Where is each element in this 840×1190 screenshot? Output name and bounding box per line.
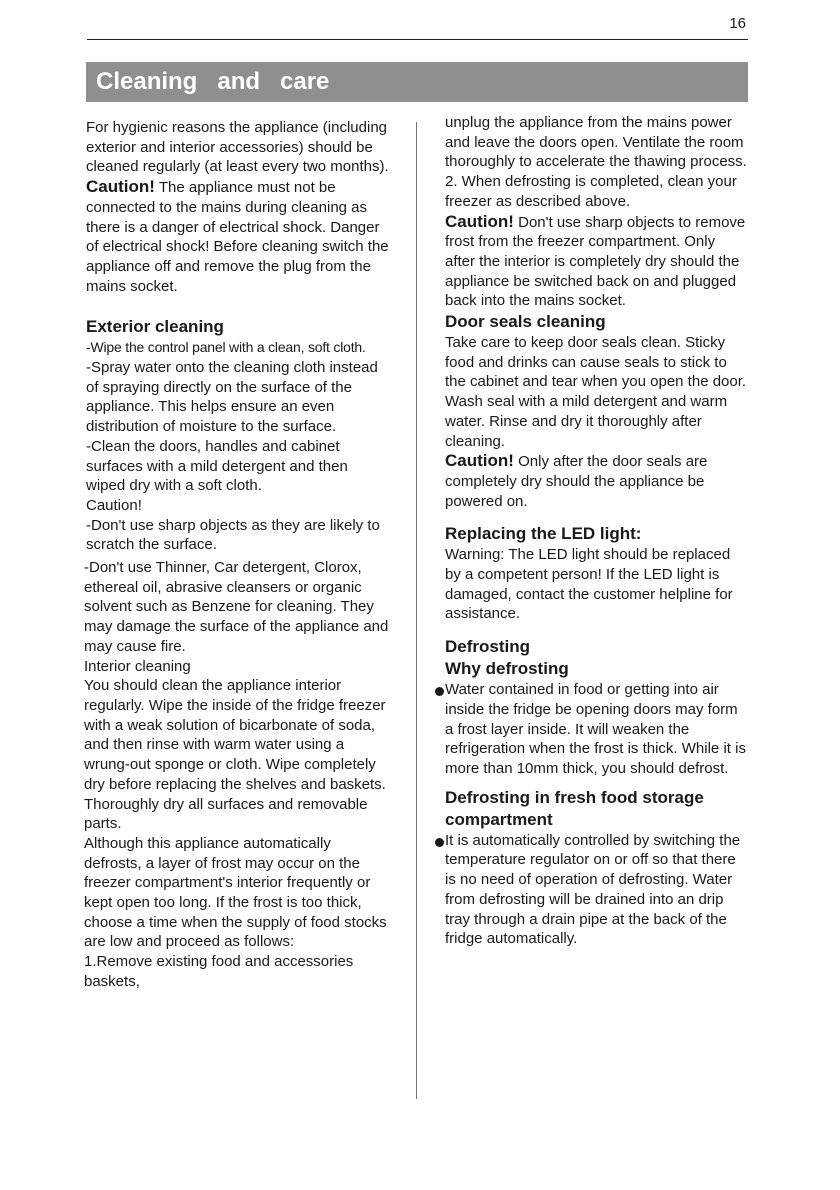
right-column <box>445 113 748 949</box>
exterior-item-sharp-objects: -Don't use sharp objects as they are likely to scratch the surface. <box>86 516 380 554</box>
led-light-heading: Replacing the LED light: <box>445 524 642 544</box>
step-clean-freezer: 2. When defrosting is completed, clean your freezer as described above. <box>445 173 737 210</box>
exterior-cleaning-heading: Exterior cleaning <box>86 317 224 337</box>
led-light-paragraph: Warning: The LED light should be replaced by a competent person! If the LED light is damaged, contact the customer helpline for assistance. <box>445 546 733 623</box>
door-seals-heading: Door seals cleaning <box>445 312 606 332</box>
caution-paragraph <box>86 177 391 296</box>
why-defrosting-heading: Why defrosting <box>445 659 569 679</box>
bullet-dot-icon <box>435 687 444 696</box>
door-seals-paragraph: Take care to keep door seals clean. Sticky food and drinks can cause seals to stick to the cabinet and tear when you open the door. Wash seal with a mild detergent and warm water. Rinse and dry it thoroughly after cleaning. <box>445 334 747 450</box>
why-defrosting-text: Water contained in food or getting into air inside the fridge be opening doors may form a frost layer inside. It will weaken the refrigeration when the frost is thick. While it is more than 10mm thick, you should defrost. <box>445 681 746 777</box>
section-title: Cleaning and care <box>86 62 748 102</box>
exterior-caution-label: Caution! <box>86 496 142 514</box>
exterior-item-doors: -Clean the doors, handles and cabinet surfaces with a mild detergent and then wiped dry with a soft cloth. <box>86 437 348 495</box>
intro-paragraph: For hygienic reasons the appliance (including exterior and interior accessories) should be cleaned regularly (at least every two months). <box>86 119 389 176</box>
caution-label: Caution! <box>86 177 155 197</box>
caution-text: The appliance must not be connected to the mains during cleaning as there is a danger of electrical shock. Danger of electrical shock! Before cleaning switch the appliance off and remove the plug from the mains socket. <box>86 179 389 295</box>
defrost-caution-paragraph <box>445 212 748 312</box>
bullet-dot-icon <box>435 838 444 847</box>
left-column <box>86 118 391 992</box>
door-caution-paragraph <box>445 451 748 511</box>
defrosting-heading: Defrosting <box>445 637 530 657</box>
fresh-food-bullet <box>445 831 748 949</box>
frost-paragraph: Although this appliance automatically defrosts, a layer of frost may occur on the freezer compartment's interior frequently or kept open too long. If the frost is too thick, choose a time when the supply of food stocks are low and proceed as follows: <box>84 834 387 951</box>
fresh-food-text: It is automatically controlled by switching the temperature regulator on or off so that there is no need of operation of defrosting. Water from defrosting will be drained into an drip tray through a drain pipe at the back of the fridge automatically. <box>445 831 741 948</box>
caution-text: Only after the door seals are completely dry should the appliance be powered on. <box>445 453 708 510</box>
unplug-paragraph: unplug the appliance from the mains power and leave the doors open. Ventilate the room thoroughly to accelerate the thawing process. <box>445 114 747 171</box>
column-divider <box>416 122 417 1099</box>
exterior-item-solvents: -Don't use Thinner, Car detergent, Clorox, ethereal oil, abrasive cleansers or organic solvent such as Benzene for cleaning. They may damage the surface of the appliance and may cause fire. <box>84 559 389 655</box>
caution-label: Caution! <box>445 451 514 471</box>
fresh-food-defrosting-heading: Defrosting in fresh food storage compartment <box>445 787 704 829</box>
step-remove-food: 1.Remove existing food and accessories baskets, <box>84 953 354 990</box>
header-rule <box>87 39 748 40</box>
why-defrosting-bullet <box>445 680 748 779</box>
page-number: 16 <box>729 15 746 32</box>
interior-cleaning-heading: Interior cleaning <box>84 657 191 675</box>
caution-text: Don't use sharp objects to remove frost from the freezer compartment. Only after the interior is completely dry should the appliance be switched back on and plugged back into the mains socket. <box>445 213 746 310</box>
interior-paragraph: You should clean the appliance interior regularly. Wipe the inside of the fridge freezer with a weak solution of bicarbonate of soda, and then rinse with warm water using a wrung-out sponge or cloth. Wipe completely dry before replacing the shelves and baskets. Thoroughly dry all surfaces and removable parts. <box>84 677 386 833</box>
exterior-item-control-panel: -Wipe the control panel with a clean, soft cloth. <box>86 339 366 356</box>
exterior-item-spray: -Spray water onto the cleaning cloth instead of spraying directly on the surface of the appliance. This helps ensure an even distribution of moisture to the surface. <box>86 359 378 436</box>
caution-label: Caution! <box>445 211 514 231</box>
